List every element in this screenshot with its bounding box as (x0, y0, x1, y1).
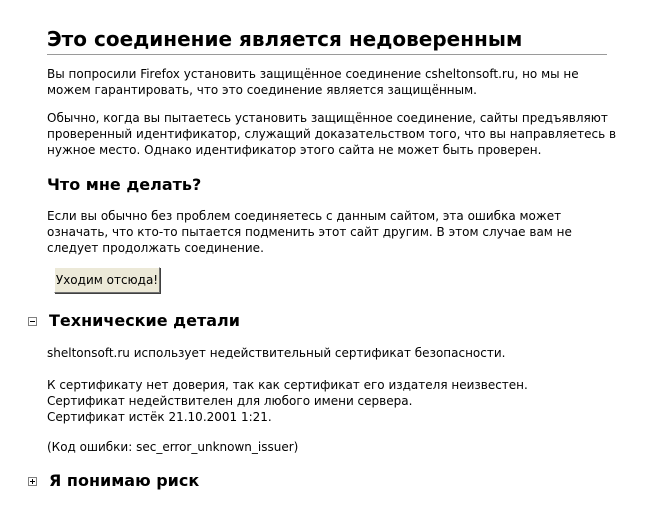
what-to-do-heading: Что мне делать? (47, 175, 202, 194)
intro-site: sheltonsoft.ru (431, 67, 515, 81)
page-title: Это соединение является недоверенным (47, 26, 607, 55)
technical-cert-statement (47, 345, 617, 361)
understand-risk-section-header[interactable] (28, 470, 199, 492)
explanation-text: Обычно, когда вы пытаетесь установить защищённое соединение, сайты предъявляют проверенный идентификатор, служащий доказательством того, что вы направляетесь в нужное место. Однако идентификатор этого сайта не может быть проверен. (47, 111, 617, 157)
collapse-icon[interactable] (28, 317, 37, 326)
technical-line-untrusted: К сертификату нет доверия, так как сертификат его издателя неизвестен. (47, 378, 528, 392)
intro-part1: Вы попросили Firefox установить защищённое соединение с (47, 67, 432, 81)
intro-part2: , но мы не можем гарантировать, что это соединение является защищённым. (47, 67, 579, 97)
technical-line-invalid-name: Сертификат недействителен для любого имени сервера. (47, 394, 413, 408)
what-to-do-text: Если вы обычно без проблем соединяетесь с данным сайтом, эта ошибка может означать, что кто-то пытается подменить этот сайт другим. В этом случае вам не следует продолжать соединение. (47, 209, 572, 255)
understand-risk-heading[interactable]: Я понимаю риск (49, 471, 200, 490)
technical-error-code: (Код ошибки: sec_error_unknown_issuer) (47, 440, 299, 454)
technical-line-expired: Сертификат истёк 21.10.2001 1:21. (47, 410, 272, 424)
expand-icon[interactable] (28, 477, 37, 486)
technical-details-heading[interactable]: Технические детали (49, 311, 240, 330)
technical-cert-invalid: использует недействительный сертификат безопасности. (129, 346, 506, 360)
intro-text (47, 66, 617, 98)
get-me-out-button[interactable]: Уходим отсюда! (54, 267, 160, 293)
technical-site: sheltonsoft.ru (47, 346, 130, 360)
technical-details-section-header[interactable] (28, 310, 240, 332)
